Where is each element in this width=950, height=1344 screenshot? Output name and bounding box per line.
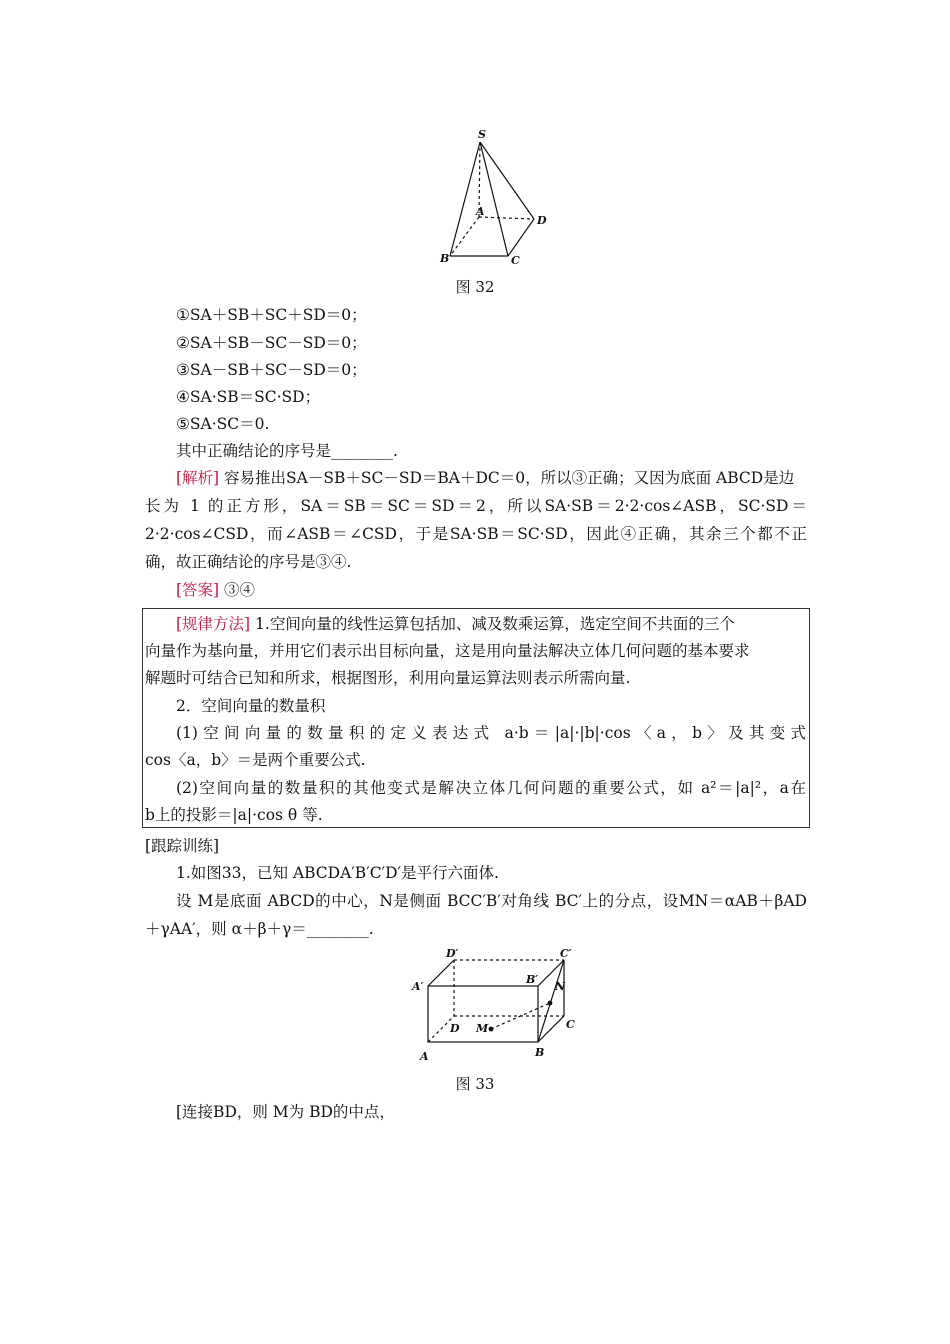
fig33-label-b1: B′ — [526, 973, 539, 986]
fig33-label-a1: A′ — [412, 980, 424, 993]
fig32-label-c: C — [511, 254, 520, 267]
fig33-label-c1: C′ — [560, 948, 572, 960]
practice-line-1: 1.如图33，已知 ABCDA′B′C′D′是平行六面体. — [176, 864, 499, 882]
solution-start: [连接BD，则 M为 BD的中点， — [176, 1103, 395, 1121]
fig32-label-s: S — [478, 128, 486, 141]
fig33-label-n: N — [555, 980, 566, 993]
practice-tag: [跟踪训练] — [145, 837, 220, 855]
fig33-label-d: D — [450, 1022, 460, 1035]
figure-32-caption: 图 32 — [455, 278, 495, 296]
fig33-label-d1: D′ — [446, 948, 459, 960]
practice-line-2: 设 M是底面 ABCD的中心，N是侧面 BCC′B′对角线 BC′上的分点，设MN＝αAB＋βAD — [176, 892, 807, 910]
analysis-tag: [解析] — [176, 469, 220, 487]
fig32-label-a: A — [476, 205, 485, 218]
method-line-8: b上的投影＝|a|·cos θ 等. — [145, 806, 323, 824]
statement-2: ②SA＋SB－SC－SD＝0； — [176, 334, 367, 352]
fig33-label-m: M — [476, 1022, 489, 1035]
method-line-2: 向量作为基向量，并用它们表示出目标向量，这是用向量法解决立体几何问题的基本要求 — [145, 642, 750, 660]
method-text-1: 1.空间向量的线性运算包括加、减及数乘运算，选定空间不共面的三个 — [255, 615, 735, 633]
answer-line — [176, 580, 255, 600]
figure-33-parallelepiped — [408, 948, 578, 1068]
fig33-label-a: A — [420, 1050, 429, 1063]
analysis-text-1: 容易推出SA－SB＋SC－SD＝BA＋DC＝0，所以③正确；又因为底面 ABCD是边 — [224, 469, 795, 487]
method-line-4: 2．空间向量的数量积 — [176, 697, 326, 715]
analysis-line-4: 确，故正确结论的序号是③④. — [145, 553, 352, 571]
statement-1: ①SA＋SB＋SC＋SD＝0； — [176, 306, 367, 324]
method-tag: [规律方法] — [176, 615, 251, 633]
fig33-label-c: C — [566, 1018, 575, 1031]
analysis-line-3: 2·2·cos∠CSD，而∠ASB＝∠CSD，于是SA·SB＝SC·SD，因此④正确，其余三个都不正 — [145, 525, 807, 543]
answer-tag: [答案] — [176, 581, 220, 599]
fig33-label-b: B — [535, 1046, 545, 1059]
fig32-label-d: D — [537, 214, 547, 227]
method-line-5: (1)空间向量的数量积的定义表达式 a·b＝|a|·|b|·cos〈a，b〉及其变式 — [176, 724, 806, 742]
question-text: 其中正确结论的序号是________. — [176, 442, 398, 460]
method-line-7: (2)空间向量的数量积的其他变式是解决立体几何问题的重要公式，如 a²＝|a|²，a在 — [176, 779, 806, 797]
statement-4: ④SA·SB＝SC·SD； — [176, 388, 321, 406]
answer-value: ③④ — [224, 581, 256, 599]
method-line-3: 解题时可结合已知和所求，根据图形，利用向量运算法则表示所需向量. — [145, 669, 631, 687]
analysis-line-2: 长为 1 的正方形，SA＝SB＝SC＝SD＝2，所以SA·SB＝2·2·cos∠ASB，SC·SD＝ — [145, 497, 807, 515]
figure-32-pyramid — [430, 120, 560, 270]
statement-5: ⑤SA·SC＝0. — [176, 415, 270, 433]
analysis-line-1 — [176, 468, 794, 488]
statement-3: ③SA－SB＋SC－SD＝0； — [176, 361, 367, 379]
figure-33-caption: 图 33 — [455, 1075, 495, 1093]
fig32-label-b: B — [440, 252, 450, 265]
method-line-1 — [176, 614, 735, 634]
method-line-6: cos〈a，b〉＝是两个重要公式. — [145, 751, 366, 769]
practice-line-3: ＋γAA′，则 α＋β＋γ＝________. — [145, 920, 374, 938]
